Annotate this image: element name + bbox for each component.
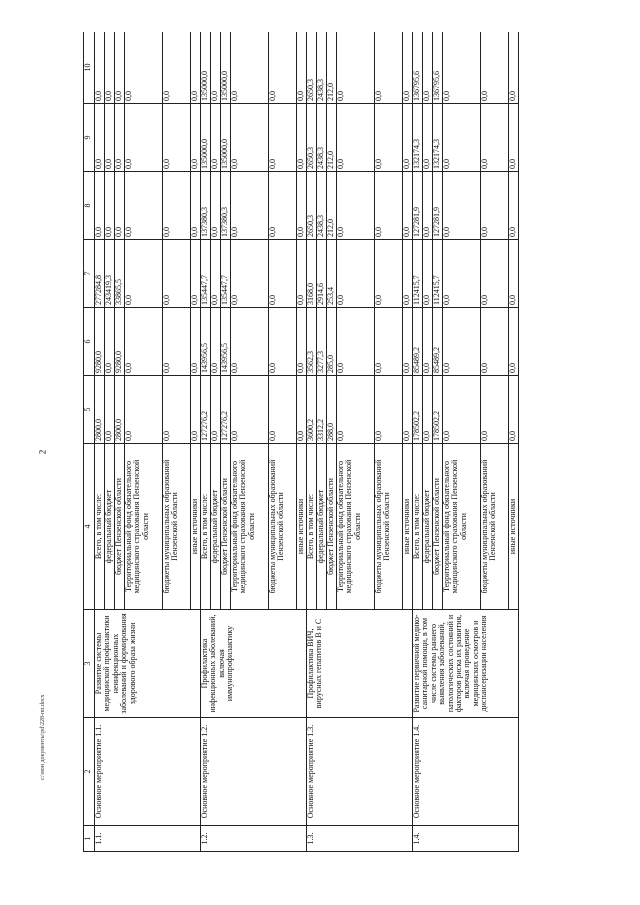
value-cell: 143956,5 xyxy=(201,308,211,376)
value-cell: 0,0 xyxy=(337,32,375,104)
value-cell: 2650,3 xyxy=(307,104,317,172)
value-cell: 3600,2 xyxy=(307,376,317,444)
event-name-cell: Развитие первичной медико-санитарной помощи, в том числе системы раннего выявления заболеваний, патологических состояний и факторов риска их развития, включая проведение медицинских осмотров и диспансеризации населения xyxy=(413,610,519,718)
value-cell: 85489,2 xyxy=(413,308,423,376)
value-cell: 0,0 xyxy=(297,172,307,240)
value-cell: 0,0 xyxy=(443,240,481,308)
row-number-cell: 1.1. xyxy=(95,826,201,852)
value-cell: 0,0 xyxy=(269,104,297,172)
value-cell: 0,0 xyxy=(509,172,519,240)
value-cell: 127276,2 xyxy=(201,376,211,444)
row-number-cell: 1.2. xyxy=(201,826,307,852)
value-cell: 0,0 xyxy=(125,240,163,308)
value-cell: 135000,0 xyxy=(221,104,231,172)
value-cell: 2438,3 xyxy=(317,172,327,240)
value-cell: 0,0 xyxy=(191,104,201,172)
value-cell: 0,0 xyxy=(95,32,105,104)
value-cell: 2800,0 xyxy=(95,376,105,444)
value-cell: 0,0 xyxy=(191,240,201,308)
value-cell: 0,0 xyxy=(297,240,307,308)
value-cell: 0,0 xyxy=(375,172,403,240)
value-cell: 0,0 xyxy=(191,32,201,104)
funding-source-cell: Всего, в том числе: xyxy=(413,444,423,610)
value-cell: 277284,8 xyxy=(95,240,105,308)
value-cell: 3168,0 xyxy=(307,240,317,308)
funding-source-cell: Территориальный фонд обязательного медицинского страхования Пензенской области xyxy=(337,444,375,610)
value-cell: 3312,2 xyxy=(317,376,327,444)
header-cell: 4 xyxy=(84,444,95,610)
value-cell: 2914,6 xyxy=(317,240,327,308)
value-cell: 0,0 xyxy=(481,308,509,376)
funding-source-cell: иные источники xyxy=(191,444,201,610)
value-cell: 0,0 xyxy=(443,376,481,444)
funding-source-cell: иные источники xyxy=(403,444,413,610)
value-cell: 212,0 xyxy=(327,172,337,240)
value-cell: 0,0 xyxy=(163,376,191,444)
value-cell: 0,0 xyxy=(443,308,481,376)
value-cell: 9280,0 xyxy=(115,308,125,376)
table-frame xyxy=(83,32,563,852)
value-cell: 0,0 xyxy=(211,308,221,376)
value-cell: 136795,6 xyxy=(433,32,443,104)
funding-source-cell: бюджет Пензенской области xyxy=(433,444,443,610)
funding-source-cell: бюджеты муниципальных образований Пензенской области xyxy=(481,444,509,610)
value-cell: 0,0 xyxy=(269,172,297,240)
value-cell: 127281,9 xyxy=(433,172,443,240)
event-title-cell: Основное мероприятие 1.4. xyxy=(413,718,519,826)
funding-source-cell: федеральный бюджет xyxy=(423,444,433,610)
value-cell: 0,0 xyxy=(125,104,163,172)
value-cell: 132174,3 xyxy=(433,104,443,172)
page-number: 2 xyxy=(37,449,48,455)
value-cell: 0,0 xyxy=(403,104,413,172)
value-cell: 0,0 xyxy=(423,240,433,308)
value-cell: 0,0 xyxy=(297,32,307,104)
funding-source-cell: федеральный бюджет xyxy=(317,444,327,610)
value-cell: 288,0 xyxy=(327,376,337,444)
value-cell: 0,0 xyxy=(297,376,307,444)
value-cell: 0,0 xyxy=(163,32,191,104)
value-cell: 2438,3 xyxy=(317,104,327,172)
value-cell: 0,0 xyxy=(375,32,403,104)
value-cell: 0,0 xyxy=(423,32,433,104)
value-cell: 0,0 xyxy=(337,308,375,376)
value-cell: 33865,5 xyxy=(115,240,125,308)
value-cell: 127281,9 xyxy=(413,172,423,240)
funding-source-cell: Территориальный фонд обязательного медицинского страхования Пензенской области xyxy=(125,444,163,610)
value-cell: 0,0 xyxy=(231,376,269,444)
value-cell: 178502,2 xyxy=(413,376,423,444)
funding-source-cell: бюджеты муниципальных образований Пензенской области xyxy=(375,444,403,610)
value-cell: 0,0 xyxy=(337,376,375,444)
value-cell: 135447,7 xyxy=(221,240,231,308)
value-cell: 0,0 xyxy=(231,308,269,376)
value-cell: 0,0 xyxy=(125,172,163,240)
value-cell: 0,0 xyxy=(481,104,509,172)
value-cell: 0,0 xyxy=(375,376,403,444)
value-cell: 0,0 xyxy=(211,376,221,444)
funding-source-cell: бюджет Пензенской области xyxy=(115,444,125,610)
value-cell: 132174,3 xyxy=(413,104,423,172)
value-cell: 0,0 xyxy=(481,376,509,444)
value-cell: 0,0 xyxy=(105,104,115,172)
value-cell: 0,0 xyxy=(231,104,269,172)
header-row xyxy=(84,32,95,852)
value-cell: 0,0 xyxy=(231,240,269,308)
value-cell: 0,0 xyxy=(375,104,403,172)
table-row xyxy=(307,32,317,852)
value-cell: 0,0 xyxy=(191,172,201,240)
value-cell: 2438,3 xyxy=(317,32,327,104)
value-cell: 0,0 xyxy=(337,240,375,308)
value-cell: 0,0 xyxy=(269,308,297,376)
header-cell: 6 xyxy=(84,308,95,376)
value-cell: 0,0 xyxy=(163,240,191,308)
value-cell: 0,0 xyxy=(163,308,191,376)
value-cell: 0,0 xyxy=(191,308,201,376)
value-cell: 0,0 xyxy=(163,172,191,240)
value-cell: 0,0 xyxy=(115,172,125,240)
header-cell: 1 xyxy=(84,826,95,852)
value-cell: 0,0 xyxy=(163,104,191,172)
value-cell: 0,0 xyxy=(403,308,413,376)
event-name-cell: Профилактика ВИЧ, вирусных гепатитов В и С xyxy=(307,610,413,718)
value-cell: 136795,6 xyxy=(413,32,423,104)
funding-source-cell: Всего, в том числе: xyxy=(95,444,105,610)
value-cell: 0,0 xyxy=(337,104,375,172)
value-cell: 0,0 xyxy=(297,308,307,376)
value-cell: 0,0 xyxy=(509,104,519,172)
value-cell: 212,0 xyxy=(327,32,337,104)
header-cell: 3 xyxy=(84,610,95,718)
value-cell: 0,0 xyxy=(337,172,375,240)
value-cell: 137380,3 xyxy=(221,172,231,240)
value-cell: 0,0 xyxy=(481,172,509,240)
value-cell: 137380,3 xyxy=(201,172,211,240)
value-cell: 253,4 xyxy=(327,240,337,308)
value-cell: 9280,0 xyxy=(95,308,105,376)
value-cell: 0,0 xyxy=(105,32,115,104)
value-cell: 0,0 xyxy=(403,32,413,104)
table-row xyxy=(413,32,423,852)
funding-source-cell: бюджет Пензенской области xyxy=(221,444,231,610)
header-cell: 10 xyxy=(84,32,95,104)
value-cell: 135000,0 xyxy=(221,32,231,104)
value-cell: 0,0 xyxy=(297,104,307,172)
event-name-cell: Развитие системы медицинской профилактики неинфекционных заболеваний и формирования здорового образа жизни xyxy=(95,610,201,718)
value-cell: 0,0 xyxy=(105,376,115,444)
value-cell: 0,0 xyxy=(509,308,519,376)
value-cell: 3277,3 xyxy=(317,308,327,376)
table-row xyxy=(95,32,105,852)
value-cell: 135000,0 xyxy=(201,104,211,172)
footer-file-path: c:\мои документы\pd\228-пп.docx xyxy=(40,694,46,780)
value-cell: 0,0 xyxy=(509,240,519,308)
value-cell: 0,0 xyxy=(115,32,125,104)
funding-source-cell: Территориальный фонд обязательного медицинского страхования Пензенской области xyxy=(231,444,269,610)
table-row xyxy=(201,32,211,852)
value-cell: 0,0 xyxy=(423,172,433,240)
value-cell: 0,0 xyxy=(211,240,221,308)
row-number-cell: 1.3. xyxy=(307,826,413,852)
header-cell: 2 xyxy=(84,718,95,826)
value-cell: 0,0 xyxy=(443,104,481,172)
funding-source-cell: Территориальный фонд обязательного медицинского страхования Пензенской области xyxy=(443,444,481,610)
value-cell: 0,0 xyxy=(231,172,269,240)
value-cell: 0,0 xyxy=(403,376,413,444)
table-body xyxy=(95,32,519,852)
value-cell: 0,0 xyxy=(115,104,125,172)
funding-source-cell: бюджеты муниципальных образований Пензенской области xyxy=(269,444,297,610)
value-cell: 243419,3 xyxy=(105,240,115,308)
value-cell: 2650,3 xyxy=(307,172,317,240)
funding-source-cell: Всего, в том числе: xyxy=(201,444,211,610)
value-cell: 178502,2 xyxy=(433,376,443,444)
value-cell: 0,0 xyxy=(95,172,105,240)
value-cell: 0,0 xyxy=(423,376,433,444)
value-cell: 127276,2 xyxy=(221,376,231,444)
funding-source-cell: иные источники xyxy=(297,444,307,610)
value-cell: 0,0 xyxy=(443,172,481,240)
value-cell: 85489,2 xyxy=(433,308,443,376)
header-cell: 7 xyxy=(84,240,95,308)
value-cell: 0,0 xyxy=(125,308,163,376)
value-cell: 0,0 xyxy=(191,376,201,444)
value-cell: 0,0 xyxy=(269,32,297,104)
funding-source-cell: федеральный бюджет xyxy=(105,444,115,610)
funding-source-cell: Всего, в том числе: xyxy=(307,444,317,610)
event-title-cell: Основное мероприятие 1.3. xyxy=(307,718,413,826)
funding-table xyxy=(83,32,519,852)
value-cell: 0,0 xyxy=(481,32,509,104)
header-cell: 5 xyxy=(84,376,95,444)
value-cell: 0,0 xyxy=(125,32,163,104)
funding-source-cell: иные источники xyxy=(509,444,519,610)
value-cell: 0,0 xyxy=(211,104,221,172)
value-cell: 0,0 xyxy=(403,240,413,308)
value-cell: 143956,5 xyxy=(221,308,231,376)
value-cell: 0,0 xyxy=(105,308,115,376)
value-cell: 0,0 xyxy=(269,376,297,444)
header-cell: 8 xyxy=(84,172,95,240)
value-cell: 0,0 xyxy=(423,104,433,172)
event-title-cell: Основное мероприятие 1.1. xyxy=(95,718,201,826)
value-cell: 0,0 xyxy=(509,376,519,444)
value-cell: 0,0 xyxy=(509,32,519,104)
value-cell: 0,0 xyxy=(125,376,163,444)
value-cell: 112415,7 xyxy=(413,240,423,308)
value-cell: 0,0 xyxy=(443,32,481,104)
value-cell: 0,0 xyxy=(269,240,297,308)
value-cell: 0,0 xyxy=(423,308,433,376)
header-cell: 9 xyxy=(84,104,95,172)
funding-source-cell: федеральный бюджет xyxy=(211,444,221,610)
value-cell: 135000,0 xyxy=(201,32,211,104)
value-cell: 285,0 xyxy=(327,308,337,376)
value-cell: 135447,7 xyxy=(201,240,211,308)
funding-source-cell: бюджеты муниципальных образований Пензенской области xyxy=(163,444,191,610)
event-title-cell: Основное мероприятие 1.2. xyxy=(201,718,307,826)
rotated-page-content xyxy=(83,32,563,852)
row-number-cell: 1.4. xyxy=(413,826,519,852)
value-cell: 0,0 xyxy=(105,172,115,240)
value-cell: 0,0 xyxy=(211,172,221,240)
value-cell: 0,0 xyxy=(403,172,413,240)
funding-source-cell: бюджет Пензенской области xyxy=(327,444,337,610)
event-name-cell: Профилактика инфекционных заболеваний, включая иммунопрофилактику xyxy=(201,610,307,718)
value-cell: 0,0 xyxy=(375,240,403,308)
value-cell: 0,0 xyxy=(95,104,105,172)
value-cell: 212,0 xyxy=(327,104,337,172)
value-cell: 0,0 xyxy=(231,32,269,104)
value-cell: 0,0 xyxy=(211,32,221,104)
value-cell: 112415,7 xyxy=(433,240,443,308)
value-cell: 3562,3 xyxy=(307,308,317,376)
value-cell: 0,0 xyxy=(375,308,403,376)
value-cell: 2650,3 xyxy=(307,32,317,104)
value-cell: 0,0 xyxy=(481,240,509,308)
value-cell: 2800,0 xyxy=(115,376,125,444)
